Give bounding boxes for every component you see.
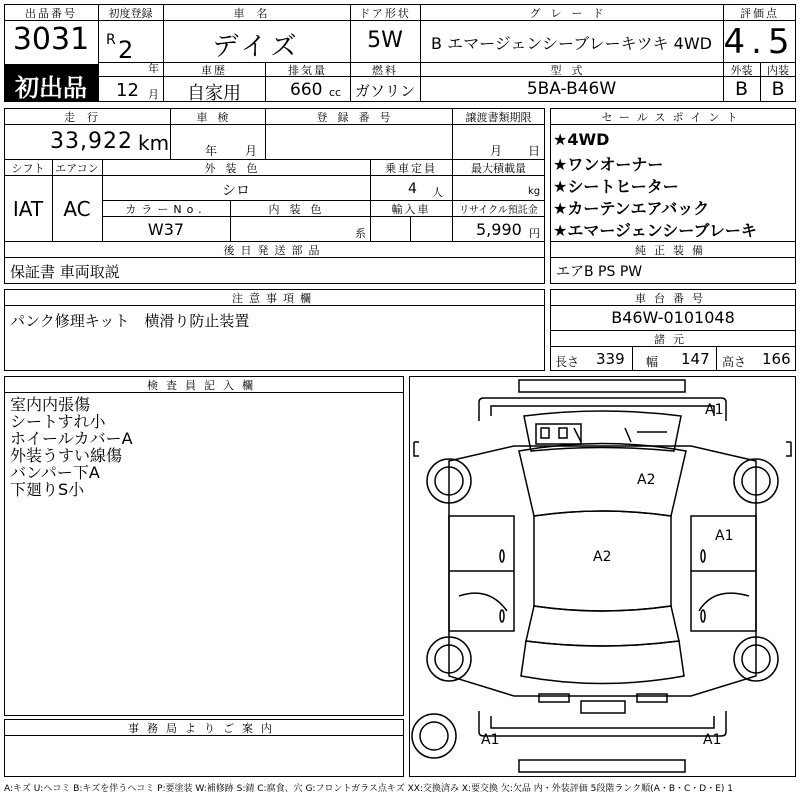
height: 166 xyxy=(762,350,791,368)
spare-wheel xyxy=(412,714,456,758)
inspector-note: 下廻りS小 xyxy=(10,480,85,499)
damage-mark-roof: A2 xyxy=(593,549,612,565)
car-name-label: 車名 xyxy=(233,7,280,20)
inspector-label: 検査員記入欄 xyxy=(147,379,261,392)
left-mirror xyxy=(414,442,419,456)
inspector-notes-list xyxy=(10,396,133,498)
exterior-grade: B xyxy=(734,78,749,100)
fuel: ガソリン xyxy=(354,82,415,100)
sales-point-5: ★エマージェンシーブレーキ xyxy=(553,221,757,240)
specs-label: 諸元 xyxy=(654,333,692,346)
overall-score: 4.5 xyxy=(723,22,796,62)
sales-point-2: ★ワンオーナー xyxy=(553,155,664,174)
aircon: AC xyxy=(63,197,91,221)
width-label: 幅 xyxy=(646,355,659,369)
rear-light-left xyxy=(539,694,569,702)
windshield xyxy=(519,444,686,517)
model-label: 型式 xyxy=(550,64,593,77)
era-letter: R xyxy=(106,32,116,48)
interior-grade: B xyxy=(771,78,785,100)
office-label: 事務局よりご案内 xyxy=(128,722,280,735)
front-vent-left xyxy=(574,428,581,442)
transfer-day-unit: 日 xyxy=(528,144,541,158)
inspector-note: 室内内張傷 xyxy=(10,395,91,414)
transfer-due-label: 譲渡書類期限 xyxy=(465,111,532,124)
first-listing-text: 初出品 xyxy=(15,74,87,102)
length-label: 長さ xyxy=(555,355,580,369)
grade-label: グレード xyxy=(529,7,614,20)
int-color-unit: 系 xyxy=(355,227,366,240)
front-vent-right xyxy=(625,428,631,442)
equipment: エアB PS PW xyxy=(556,264,643,280)
load-unit: kg xyxy=(528,186,541,197)
height-label: 高さ xyxy=(722,355,747,369)
exterior-label: 外装 xyxy=(730,64,753,77)
notes-label: 注意事項欄 xyxy=(232,292,317,305)
recycle-fee: 5,990 xyxy=(476,220,522,239)
inspection-label: 車検 xyxy=(196,111,239,124)
shift: IAT xyxy=(12,197,44,221)
int-color-label: 内装色 xyxy=(268,203,332,216)
inspector-note: バンパー下A xyxy=(10,463,100,482)
displacement: 660 xyxy=(290,80,323,100)
ext-color-label: 外装色 xyxy=(204,162,268,175)
import-label: 輸入車 xyxy=(391,203,431,216)
right-mirror xyxy=(786,442,791,456)
car-name: デイズ xyxy=(212,32,301,62)
sales-point-1: ★4WD xyxy=(553,130,610,149)
displacement-unit: cc xyxy=(329,86,342,99)
inspection-month-unit: 月 xyxy=(245,144,258,158)
color-no: W37 xyxy=(147,220,185,239)
month-unit: 月 xyxy=(148,88,159,101)
later-parts: 保証書 車両取説 xyxy=(10,263,120,281)
inspector-note: 外装うすい線傷 xyxy=(10,446,123,465)
left-handle xyxy=(500,550,504,562)
lot-number: 3031 xyxy=(12,22,90,57)
right-rear-handle xyxy=(701,610,705,622)
hood-outline xyxy=(524,411,681,451)
transfer-month-unit: 月 xyxy=(490,144,503,158)
sales-point-3: ★シートヒーター xyxy=(553,177,679,196)
ext-color: シロ xyxy=(222,183,250,199)
damage-mark-rear-right: A1 xyxy=(703,732,722,748)
right-side-curve xyxy=(699,593,749,611)
reg-no-label: 登録番号 xyxy=(316,111,401,124)
damage-mark-right-door: A1 xyxy=(715,528,734,544)
displacement-label: 排気量 xyxy=(288,64,327,77)
color-no-label: カラーNo. xyxy=(125,203,207,216)
rear-bumper-inner xyxy=(491,716,714,728)
license-plate xyxy=(581,701,625,713)
interior-label: 内装 xyxy=(767,64,789,77)
fuel-label: 燃料 xyxy=(372,64,398,77)
car-diagram xyxy=(409,376,796,777)
first-reg-year: 2 xyxy=(118,36,134,64)
damage-mark-rear-left: A1 xyxy=(481,732,500,748)
score-label: 評価点 xyxy=(740,7,779,20)
capacity-label: 乗車定員 xyxy=(385,162,437,175)
recycle-unit: 円 xyxy=(529,227,540,240)
damage-mark-hood: A2 xyxy=(637,472,656,488)
inspector-note: ホイールカバーA xyxy=(10,429,133,448)
damage-mark-front-bumper: A1 xyxy=(705,402,724,418)
max-load-label: 最大積載量 xyxy=(471,162,526,175)
inspector-note: シートすれ小 xyxy=(10,412,106,431)
front-bumper-outline xyxy=(479,398,726,421)
history-label: 車歴 xyxy=(201,64,227,77)
year-unit: 年 xyxy=(148,62,159,75)
legend: A:キズ U:ヘコミ B:キズを伴うヘコミ P:要塗装 W:補修跡 S:錆 C:腐食、穴 G:フロントガラス点キズ XX:交換済み X:要交換 欠:欠品 内・外装評価 5段階ランク順(A・B・C・D・E) 1 xyxy=(4,784,734,794)
history: 自家用 xyxy=(187,83,241,104)
rear-window xyxy=(526,606,679,646)
rear-light-right xyxy=(637,694,667,702)
door-type: 5W xyxy=(367,28,403,53)
door-label: ドア形状 xyxy=(359,7,411,20)
mileage: 33,922 xyxy=(50,129,133,154)
recycle-label: リサイクル預託金 xyxy=(459,205,538,216)
first-reg-month: 12 xyxy=(116,80,139,101)
left-rear-handle xyxy=(500,610,504,622)
chassis-number-label: 車台番号 xyxy=(635,292,711,305)
top-tab-outline xyxy=(519,380,685,392)
later-parts-label: 後日発送部品 xyxy=(223,244,326,257)
chassis-number: B46W-0101048 xyxy=(611,308,735,327)
sales-points-label: セールスポイント xyxy=(601,111,745,124)
spare-wheel-hub xyxy=(420,722,448,750)
inspection-year-unit: 年 xyxy=(205,144,218,158)
equipment-label: 純正装備 xyxy=(635,244,711,257)
front-light-left xyxy=(541,428,549,438)
width: 147 xyxy=(681,350,710,368)
notes: パンク修理キット 横滑り防止装置 xyxy=(10,312,250,330)
capacity: 4 xyxy=(408,181,417,197)
right-handle xyxy=(701,550,705,562)
shift-label: シフト xyxy=(11,162,45,175)
lot-number-label: 出品番号 xyxy=(25,7,77,20)
grade: B エマージェンシーブレーキツキ 4WD xyxy=(431,34,712,53)
aircon-label: エアコン xyxy=(55,162,99,175)
model: 5BA-B46W xyxy=(526,79,617,99)
first-reg-label: 初度登録 xyxy=(108,7,153,20)
mileage-label: 走行 xyxy=(64,111,110,124)
front-light-right xyxy=(559,428,567,438)
bottom-tab-outline xyxy=(519,760,685,772)
length: 339 xyxy=(596,350,625,368)
tailgate xyxy=(521,641,684,684)
sales-point-4: ★カーテンエアバック xyxy=(553,199,710,218)
mileage-unit: km xyxy=(138,131,170,155)
capacity-unit: 人 xyxy=(432,186,443,199)
left-side-curve xyxy=(459,593,507,611)
rear-bumper-outline xyxy=(479,711,726,736)
